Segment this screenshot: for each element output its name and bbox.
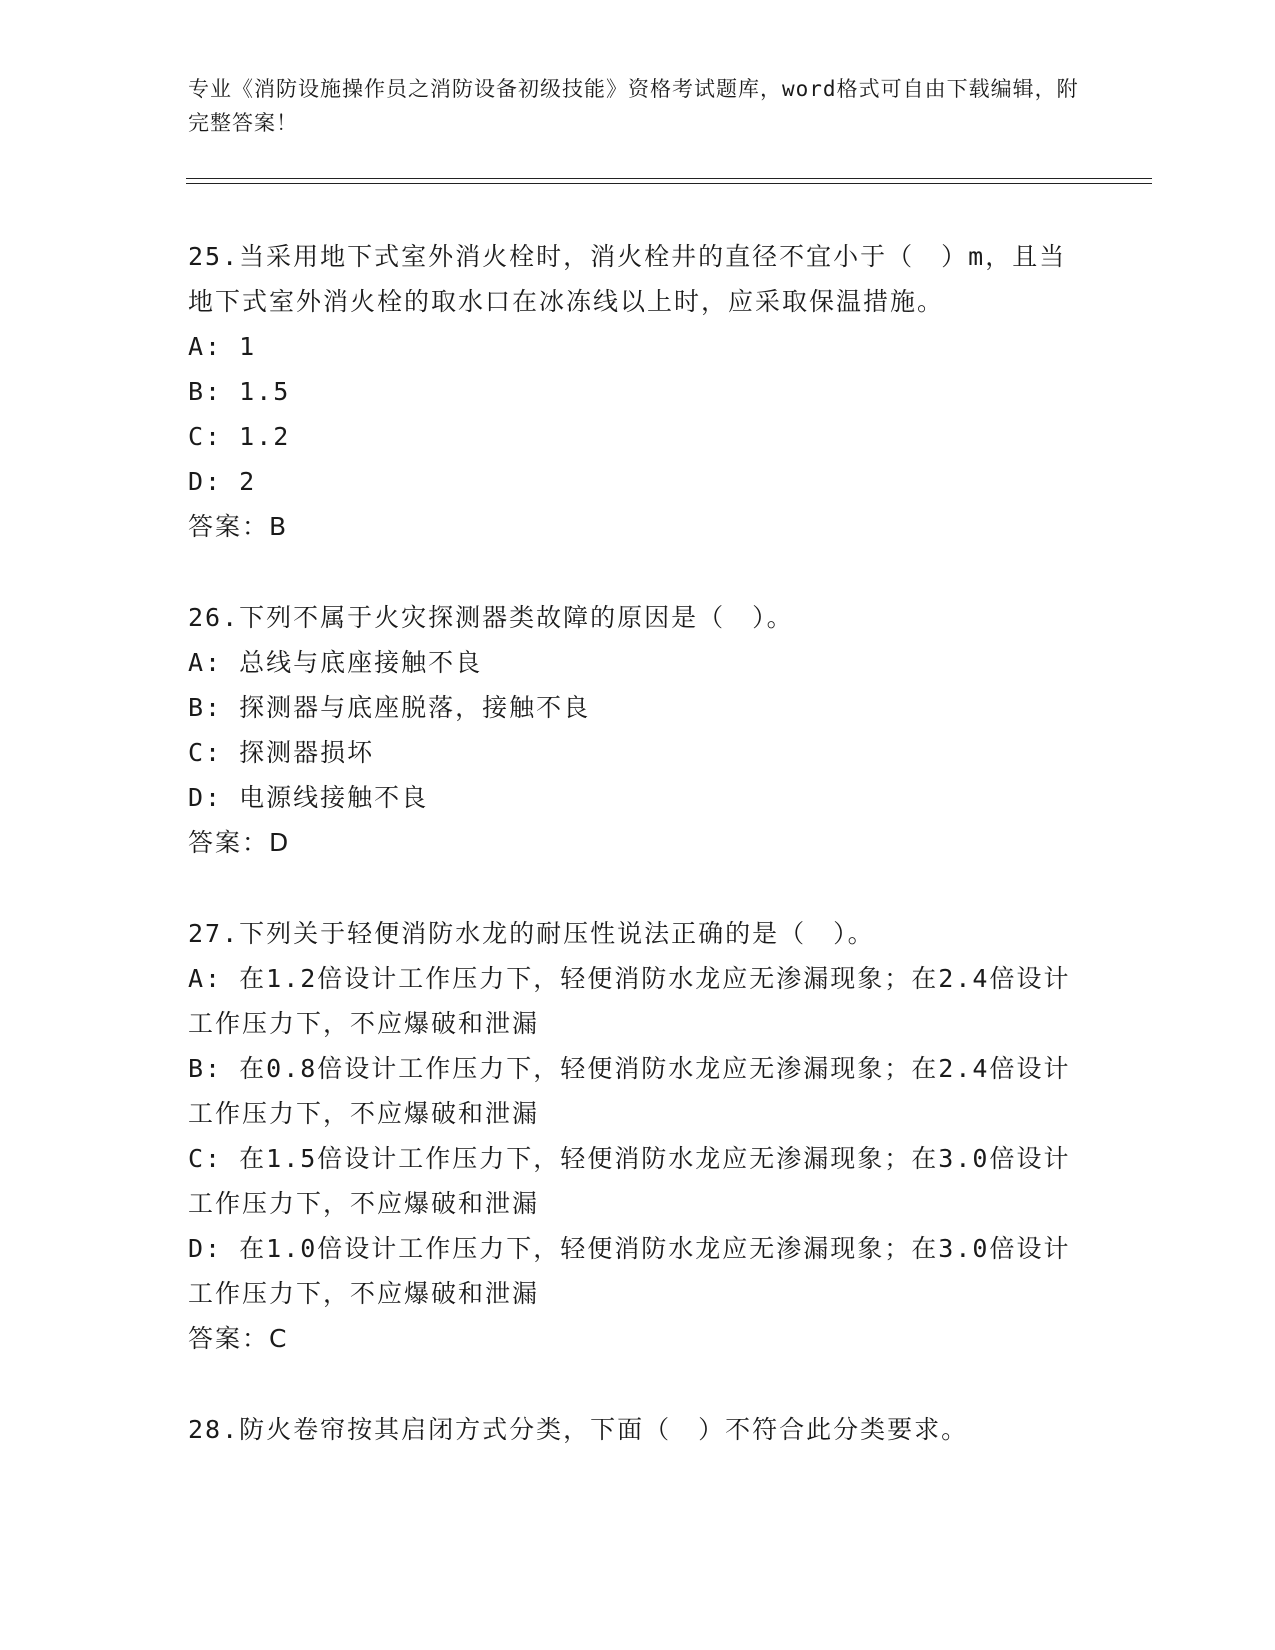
answer-line: 答案：D [188, 828, 291, 857]
option-b: B: 探测器与底座脱落，接触不良 [188, 693, 591, 722]
option-b: B: 1.5 [188, 377, 291, 406]
question-stem: 28.防火卷帘按其启闭方式分类，下面（ ）不符合此分类要求。 [188, 1415, 969, 1444]
option-a: A: 1 [188, 332, 257, 361]
option-d: D: 2 [188, 467, 257, 496]
option-b: B: 在0.8倍设计工作压力下，轻便消防水龙应无渗漏现象；在2.4倍设计工作压力下，不应爆破和泄漏 [188, 1054, 1071, 1128]
option-a: A: 在1.2倍设计工作压力下，轻便消防水龙应无渗漏现象；在2.4倍设计工作压力下，不应爆破和泄漏 [188, 964, 1071, 1038]
option-d: D: 在1.0倍设计工作压力下，轻便消防水龙应无渗漏现象；在3.0倍设计工作压力下，不应爆破和泄漏 [188, 1234, 1071, 1308]
document-header: 专业《消防设施操作员之消防设备初级技能》资格考试题库，word格式可自由下载编辑，附完整答案！ [188, 77, 1079, 135]
question-27 [188, 911, 1088, 1361]
question-26 [188, 595, 1088, 865]
question-stem: 25.当采用地下式室外消火栓时，消火栓井的直径不宜小于（ ）m，且当地下式室外消火栓的取水口在冰冻线以上时，应采取保温措施。 [188, 242, 1067, 316]
option-c: C: 探测器损坏 [188, 738, 375, 767]
question-28 [188, 1407, 1088, 1452]
question-stem: 26.下列不属于火灾探测器类故障的原因是（ ）。 [188, 603, 794, 632]
header-rule-bottom [186, 183, 1152, 184]
question-stem: 27.下列关于轻便消防水龙的耐压性说法正确的是（ ）。 [188, 919, 875, 948]
option-c: C: 在1.5倍设计工作压力下，轻便消防水龙应无渗漏现象；在3.0倍设计工作压力下，不应爆破和泄漏 [188, 1144, 1071, 1218]
option-c: C: 1.2 [188, 422, 291, 451]
answer-line: 答案：C [188, 1324, 289, 1353]
header-rule-top [186, 178, 1152, 179]
option-a: A: 总线与底座接触不良 [188, 648, 483, 677]
option-d: D: 电源线接触不良 [188, 783, 429, 812]
answer-line: 答案：B [188, 512, 289, 541]
question-25 [188, 234, 1088, 549]
question-list [188, 234, 1088, 1498]
